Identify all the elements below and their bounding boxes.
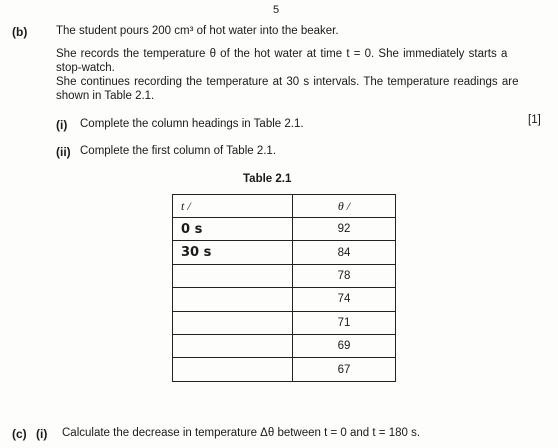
sub-ii-label: (ii) [56, 145, 71, 159]
time-cell[interactable]: 30 s [173, 241, 293, 264]
temperature-cell: 92 [293, 218, 396, 241]
part-b-para2-line1: She continues recording the temperature at 30 s intervals. The temperature readings are [56, 76, 519, 88]
part-b-para2-line2: shown in Table 2.1. [56, 90, 155, 102]
data-table [172, 194, 396, 382]
table-row [173, 334, 396, 357]
part-c-text: Calculate the decrease in temperature Δθ between t = 0 and t = 180 s. [62, 427, 421, 439]
table-row [173, 311, 396, 334]
header-temperature: θ / [293, 195, 396, 218]
header-time: t / [173, 195, 293, 218]
temperature-cell: 74 [293, 288, 396, 311]
part-b-para1-line2: stop-watch. [56, 62, 115, 74]
time-cell[interactable] [173, 334, 293, 357]
temperature-cell: 71 [293, 311, 396, 334]
part-b-intro: The student pours 200 cm³ of hot water into the beaker. [56, 25, 339, 37]
sub-i-label: (i) [56, 118, 68, 132]
temperature-cell: 84 [293, 241, 396, 264]
part-c-sub-label: (i) [36, 427, 48, 441]
time-cell[interactable]: 0 s [173, 218, 293, 241]
table-row [173, 288, 396, 311]
time-cell[interactable] [173, 358, 293, 381]
table-row [173, 218, 396, 241]
sub-i-text: Complete the column headings in Table 2.1. [80, 118, 304, 130]
time-cell[interactable] [173, 264, 293, 287]
table-row [173, 264, 396, 287]
part-b-label: (b) [12, 25, 28, 39]
temperature-cell: 67 [293, 358, 396, 381]
part-b-para1-line1: She records the temperature θ of the hot water at time t = 0. She immediately starts a [56, 48, 508, 60]
table-header-row [173, 195, 396, 218]
temperature-cell: 69 [293, 334, 396, 357]
sub-i-marks: [1] [528, 114, 541, 126]
time-cell[interactable] [173, 288, 293, 311]
sub-ii-text: Complete the first column of Table 2.1. [80, 145, 277, 157]
time-cell[interactable] [173, 311, 293, 334]
table-caption: Table 2.1 [243, 173, 292, 185]
temperature-cell: 78 [293, 264, 396, 287]
table-row [173, 241, 396, 264]
part-c-label: (c) [12, 427, 27, 441]
table-row [173, 358, 396, 381]
page-number: 5 [273, 4, 280, 16]
